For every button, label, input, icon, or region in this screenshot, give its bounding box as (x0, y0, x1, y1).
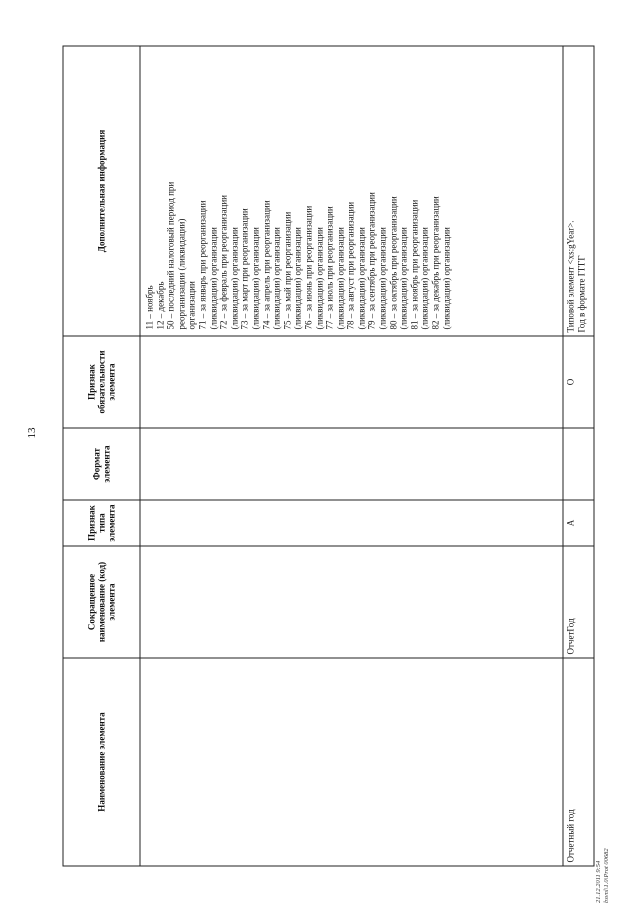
short-name-cell: ОтчетГод (563, 546, 594, 658)
period-code-line: 82 – за декабрь при реорганизации (430, 196, 441, 330)
header-element-type: Признак типа элемента (63, 500, 140, 546)
period-code-line: организации (186, 281, 197, 330)
table-container (68, 40, 588, 863)
period-code-line: 73 – за март при реорганизации (239, 208, 250, 330)
table-row (563, 46, 594, 866)
cell-empty (140, 428, 563, 500)
period-code-line: 11 – ноябрь (144, 285, 155, 330)
period-code-line: (ликвидации) организации (398, 227, 409, 330)
period-code-line: (ликвидации) организации (208, 227, 219, 330)
period-code-line: 71 – за январь при реорганизации (197, 200, 208, 330)
page-number: 13 (26, 427, 38, 439)
footer-stamp (595, 807, 621, 903)
required-cell: О (563, 336, 594, 428)
elements-table (63, 46, 595, 867)
cell-empty (140, 658, 563, 866)
cell-empty (140, 546, 563, 658)
header-element-required: Признак обязательности элемента (63, 336, 140, 428)
element-name-cell: Отчетный год (563, 658, 594, 866)
period-code-line: 76 – за июнь при реорганизации (303, 205, 314, 330)
period-codes-list (143, 50, 453, 333)
period-code-line: 75 – за май при реорганизации (282, 211, 293, 330)
info-line: Год в формате ГГГГ (576, 255, 587, 333)
period-code-line: (ликвидации) организации (377, 227, 388, 330)
period-code-line: (ликвидации) организации (335, 227, 346, 330)
type-cell: А (563, 500, 594, 546)
period-code-line: 50 – последний налоговый период при (165, 181, 176, 330)
period-code-line: 12 – декабрь (155, 281, 166, 330)
header-element-name: Наименование элемента (63, 658, 140, 866)
header-additional-info: Дополнительная информация (63, 46, 140, 336)
period-code-line: (ликвидации) организации (356, 227, 367, 330)
table-row (140, 46, 563, 866)
info-cell (563, 46, 594, 336)
period-code-line: (ликвидации) организации (271, 227, 282, 330)
period-code-line: реорганизации (ликвидации) (176, 218, 187, 330)
format-cell (563, 428, 594, 500)
table-header-row (63, 46, 140, 866)
period-code-line: (ликвидации) организации (229, 227, 240, 330)
period-code-line: 74 – за апрель при реорганизации (261, 200, 272, 330)
period-code-line: 77 – за июль при реорганизации (324, 206, 335, 330)
period-code-line: 81 – за ноябрь при реорганизации (409, 199, 420, 330)
period-code-line: 80 – за октябрь при реорганизации (388, 196, 399, 330)
header-short-name: Сокращенное наименование (код) элемента (63, 546, 140, 658)
period-code-line: 78 – за август при реорганизации (345, 201, 356, 330)
cell-empty (140, 500, 563, 546)
header-element-format: Формат элемента (63, 428, 140, 500)
footer-line: bsvnl\1.0\Prot 00682 (603, 848, 610, 903)
info-line: Типовой элемент <xs:gYear>. (565, 220, 576, 333)
period-code-line: (ликвидации) организации (314, 227, 324, 330)
period-code-line: (ликвидации) организации (441, 227, 452, 330)
period-code-line: (ликвидации) организации (292, 227, 303, 330)
cell-empty (140, 336, 563, 428)
period-code-line: (ликвидации) организации (419, 227, 430, 330)
period-code-line: 79 – за сентябрь при реорганизации (366, 192, 377, 330)
period-code-line: 72 – за февраль при реорганизации (218, 195, 229, 330)
period-code-line: (ликвидации) организации (250, 227, 261, 330)
period-codes-cell (140, 46, 563, 336)
footer-line: 21.12.2011 9:54 (595, 860, 602, 903)
